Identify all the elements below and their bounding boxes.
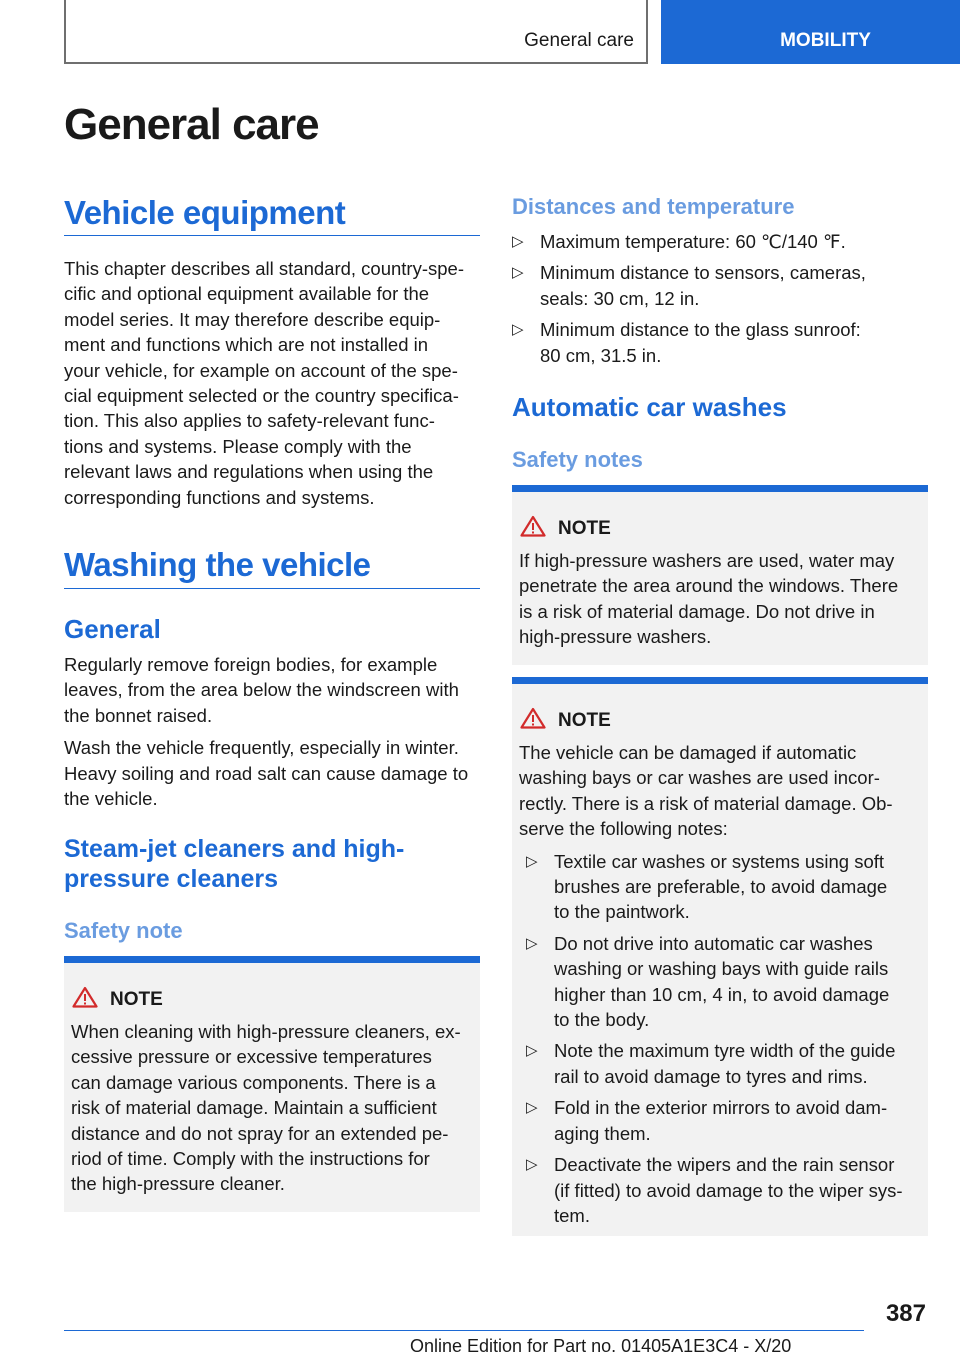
- text-line: Minimum distance to the glass sunroof:: [540, 319, 861, 341]
- text-line: Deactivate the wipers and the rain sensor: [554, 1154, 895, 1176]
- text-line: Textile car washes or systems using soft: [554, 850, 885, 872]
- warning-triangle-icon: [520, 515, 546, 537]
- text-line: ment and functions which are not installed in: [64, 334, 429, 356]
- text-line: tem.: [554, 1204, 590, 1226]
- header-section-box: [64, 0, 648, 64]
- car-wash-notes-list: [526, 849, 924, 1229]
- text-line: to the paintwork.: [554, 901, 690, 923]
- list-item: [526, 931, 924, 1033]
- text-line: distance and do not spray for an extended pe-: [71, 1122, 449, 1144]
- bullet-triangle-icon: ▷: [526, 1156, 538, 1174]
- text-line: Minimum distance to sensors, cameras,: [540, 262, 866, 284]
- text-line: washing or washing bays with guide rails: [554, 958, 889, 980]
- text-line: cessive pressure or excessive temperatures: [71, 1046, 432, 1068]
- note-header: [520, 515, 611, 540]
- note-box-high-pressure-cleaner: [64, 956, 480, 1212]
- text-line: Wash the vehicle frequently, especially in winter.: [64, 737, 459, 759]
- text-line: risk of material damage. Maintain a sufficient: [71, 1097, 437, 1119]
- note-label: NOTE: [110, 989, 163, 1010]
- text-line: If high-pressure washers are used, water may: [519, 550, 895, 571]
- header-tab-label: MOBILITY: [780, 30, 871, 51]
- page-number: 387: [885, 1300, 926, 1327]
- text-line: The vehicle can be damaged if automatic: [519, 742, 857, 763]
- general-text: [64, 652, 484, 811]
- text-line: Heavy soiling and road salt can cause damage to: [64, 762, 469, 784]
- list-item: [526, 849, 924, 925]
- text-line: Note the maximum tyre width of the guide: [554, 1040, 896, 1062]
- text-line: your vehicle, for example on account of the spe-: [64, 359, 458, 381]
- bullet-triangle-icon: ▷: [526, 934, 538, 952]
- note-label: NOTE: [558, 710, 611, 731]
- text-line: leaves, from the area below the windscreen with: [64, 679, 459, 701]
- text-line: washing bays or car washes are used incor-: [519, 767, 880, 789]
- text-line: higher than 10 cm, 4 in, to avoid damage: [554, 983, 890, 1005]
- heading-distances-and-temperature: Distances and temperature: [512, 194, 795, 219]
- text-line: tions and systems. Please comply with the: [64, 435, 412, 457]
- text-line: brushes are preferable, to avoid damage: [554, 876, 888, 898]
- text-line: riod of time. Comply with the instructions for: [71, 1148, 430, 1170]
- text-line: seals: 30 cm, 12 in.: [540, 287, 700, 309]
- text-line: the vehicle.: [64, 788, 158, 810]
- heading-line: Steam-jet cleaners and high-: [64, 835, 405, 863]
- bullet-triangle-icon: ▷: [512, 264, 524, 282]
- list-item: [512, 260, 932, 311]
- heading-safety-note: Safety note: [64, 918, 183, 943]
- text-line: When cleaning with high-pressure cleaners, ex-: [71, 1021, 461, 1042]
- note-box-automatic-car-washes: [512, 677, 928, 1236]
- text-line: cial equipment selected or the country specifica-: [64, 385, 459, 407]
- text-line: Do not drive into automatic car washes: [554, 932, 873, 954]
- note-header: [72, 986, 163, 1011]
- text-line: to the body.: [554, 1009, 650, 1031]
- text-line: aging them.: [554, 1122, 651, 1144]
- text-line: high-pressure washers.: [519, 626, 712, 648]
- bullet-triangle-icon: ▷: [512, 233, 524, 250]
- text-line: model series. It may therefore describe equip-: [64, 308, 441, 330]
- heading-vehicle-equipment: Vehicle equipment: [64, 194, 346, 231]
- bullet-triangle-icon: ▷: [526, 1099, 538, 1117]
- list-item: [512, 229, 932, 254]
- header-section-title: General care: [524, 30, 634, 51]
- page-title: General care: [64, 100, 319, 149]
- note-label: NOTE: [558, 518, 611, 539]
- text-line: corresponding functions and systems.: [64, 486, 375, 508]
- text-line: the bonnet raised.: [64, 704, 213, 726]
- header-tab-mobility[interactable]: [661, 0, 960, 64]
- text-line: rail to avoid damage to tyres and rims.: [554, 1065, 868, 1087]
- text-line: Maximum temperature: 60 ℃/140 ℉.: [540, 231, 846, 252]
- note-box-high-pressure-washers: [512, 485, 928, 665]
- text-line: the high-pressure cleaner.: [71, 1173, 285, 1195]
- note-text: [519, 548, 924, 650]
- bullet-triangle-icon: ▷: [512, 321, 524, 339]
- text-line: (if fitted) to avoid damage to the wiper sys-: [554, 1179, 903, 1201]
- note-text: [71, 1019, 476, 1197]
- text-line: cific and optional equipment available for the: [64, 283, 430, 305]
- heading-rule: [64, 235, 480, 236]
- text-line: penetrate the area around the windows. There: [519, 575, 899, 597]
- heading-line: pressure cleaners: [64, 865, 279, 893]
- text-line: can damage various components. There is a: [71, 1071, 436, 1093]
- vehicle-equipment-text: [64, 256, 484, 510]
- bullet-triangle-icon: ▷: [526, 852, 538, 870]
- heading-rule: [64, 588, 480, 589]
- text-line: serve the following notes:: [519, 818, 728, 840]
- warning-triangle-icon: [520, 707, 546, 729]
- text-line: is a risk of material damage. Do not drive in: [519, 600, 875, 622]
- text-line: 80 cm, 31.5 in.: [540, 344, 662, 366]
- list-item: [512, 317, 932, 368]
- text-line: tion. This also applies to safety-relevant func-: [64, 410, 435, 432]
- heading-safety-notes: Safety notes: [512, 447, 643, 472]
- footer-edition-text: Online Edition for Part no. 01405A1E3C4 - X/20: [410, 1336, 792, 1356]
- bullet-triangle-icon: ▷: [526, 1042, 538, 1060]
- note-header: [520, 707, 611, 732]
- list-item: [526, 1152, 924, 1228]
- distances-list: [512, 229, 932, 368]
- list-item: [526, 1038, 924, 1089]
- list-item: [526, 1095, 924, 1146]
- heading-washing-the-vehicle: Washing the vehicle: [64, 546, 371, 583]
- text-line: Fold in the exterior mirrors to avoid dam-: [554, 1097, 888, 1119]
- text-line: rectly. There is a risk of material damage. Ob-: [519, 792, 893, 814]
- footer-rule: [64, 1330, 864, 1331]
- note-text: [519, 740, 924, 1228]
- heading-automatic-car-washes: Automatic car washes: [512, 392, 787, 422]
- text-line: relevant laws and regulations when using the: [64, 461, 434, 483]
- text-line: This chapter describes all standard, country-spe-: [64, 258, 464, 279]
- warning-triangle-icon: [72, 986, 98, 1008]
- heading-general: General: [64, 614, 161, 644]
- text-line: Regularly remove foreign bodies, for example: [64, 654, 438, 675]
- heading-steam-jet-cleaners: [64, 834, 404, 894]
